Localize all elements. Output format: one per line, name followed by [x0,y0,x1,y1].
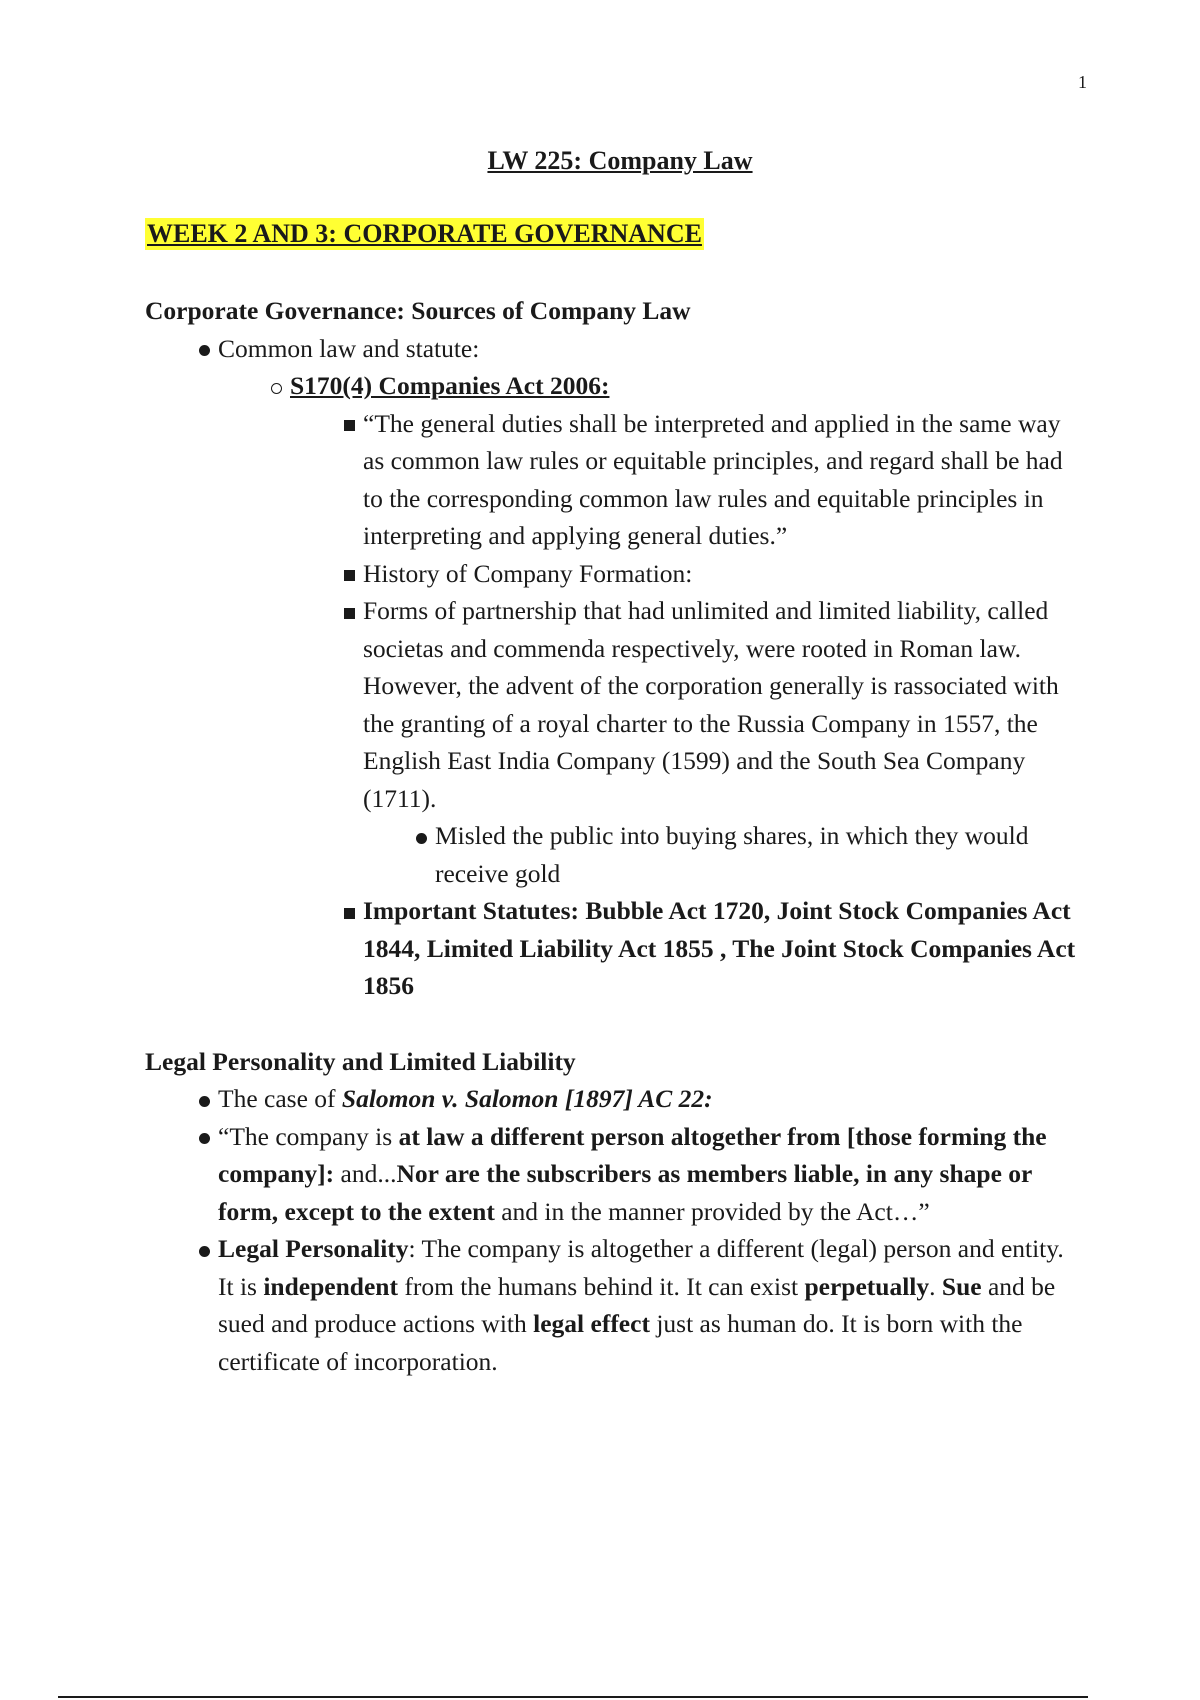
case-citation: Salomon v. Salomon [1897] AC 22: [341,1084,713,1113]
week-heading: WEEK 2 AND 3: CORPORATE GOVERNANCE [147,219,702,248]
document-body [145,292,1085,1380]
filled-circle-bullet-icon [407,817,435,855]
filled-circle-bullet-icon [190,1230,218,1268]
list-item-misled: Misled the public into buying shares, in which they would receive gold [145,817,1085,892]
section-heading-legal-personality: Legal Personality and Limited Liability [145,1046,576,1076]
section-heading-sources: Corporate Governance: Sources of Company Law [145,296,691,325]
list-item-legal-personality: Legal Personality: The company is altogether a different (legal) person and entity. It is independent from the humans behind it. It can exist perpetually. Sue and be sued and produce actions with legal effect just as human do. It is born with the certificate of incorporation. [145,1230,1085,1380]
list-item-statutes: Important Statutes: Bubble Act 1720, Joint Stock Companies Act 1844, Limited Liability Act 1855 , The Joint Stock Companies Act 1856 [145,892,1085,1005]
list-item-quote: “The general duties shall be interpreted and applied in the same way as common law rules or equitable principles, and regard shall be had to the corresponding common law rules and equitable principles in interpreting and applying general duties.” [145,405,1085,555]
filled-square-bullet-icon [335,892,363,930]
filled-square-bullet-icon [335,555,363,593]
list-item-history-text: Forms of partnership that had unlimited and limited liability, called societas and commenda respectively, were rooted in Roman law. However, the advent of the corporation generally is rassociated with the granting of a royal charter to the Russia Company in 1557, the English East India Company (1599) and the South Sea Company (1711). [145,592,1085,817]
filled-circle-bullet-icon [190,1118,218,1156]
filled-circle-bullet-icon [190,1080,218,1118]
course-title: LW 225: Company Law [487,146,753,175]
list-item-common-law: Common law and statute: [145,330,1085,368]
list-item-history-label: History of Company Formation: [145,555,1085,593]
filled-circle-bullet-icon [190,330,218,368]
footer-rule [58,1696,1088,1698]
filled-square-bullet-icon [335,405,363,443]
filled-square-bullet-icon [335,592,363,630]
list-item-case: The case of Salomon v. Salomon [1897] AC 22: [145,1080,1085,1118]
list-item-salomon-quote: “The company is at law a different person altogether from [those forming the company]: and...Nor are the subscribers as members liable, in any shape or form, except to the extent and in the manner provided by the Act…” [145,1118,1085,1231]
hollow-circle-bullet-icon [262,367,290,405]
page-number: 1 [1078,72,1087,92]
list-item-statute-ref: S170(4) Companies Act 2006: [145,367,1085,405]
